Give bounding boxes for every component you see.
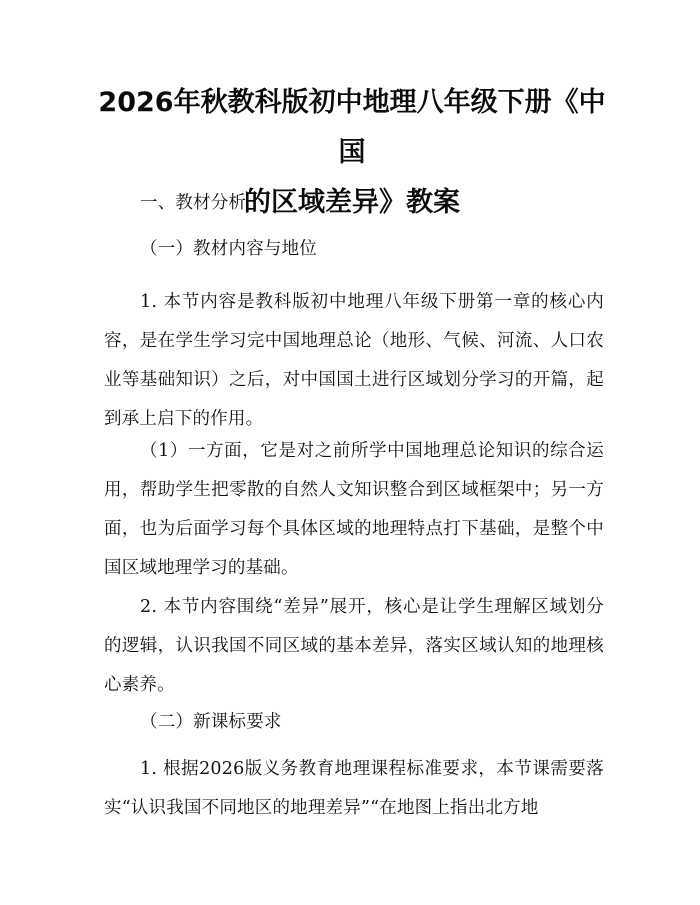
paragraph-curriculum-standard: 1. 根据2026版义务教育地理课程标准要求，本节课需要落实“认识我国不同地区的地理差异”“在地图上指出北方地 bbox=[104, 759, 604, 818]
section-heading-textbook-analysis: 一、教材分析 bbox=[140, 193, 247, 213]
paragraph-difference-focus: 2. 本节内容围绕“差异”展开，核心是让学生理解区域划分的逻辑，认识我国不同区域的基本差异，落实区域认知的地理核心素养。 bbox=[104, 597, 604, 695]
paragraph-content-position: 1. 本节内容是教科版初中地理八年级下册第一章的核心内容，是在学生学习完中国地理总论（地形、气候、河流、人口农业等基础知识）之后，对中国国土进行区域划分学习的开篇，起到承上启下的作用。 bbox=[104, 292, 604, 429]
subsection-heading-curriculum-requirements: （二）新课标要求 bbox=[140, 712, 282, 732]
title-line-2: 的区域差异》教案 bbox=[244, 187, 460, 218]
subsection-heading-content-position: （一）教材内容与地位 bbox=[140, 239, 317, 259]
title-line-1: 2026年秋教科版初中地理八年级下册《中国 bbox=[98, 87, 606, 168]
paragraph-integration: （1）一方面，它是对之前所学中国地理总论知识的综合运用，帮助学生把零散的自然人文知识整合到区域框架中；另一方面，也为后面学习每个具体区域的地理特点打下基础，是整个中国区域地理学习的基础。 bbox=[104, 441, 604, 578]
